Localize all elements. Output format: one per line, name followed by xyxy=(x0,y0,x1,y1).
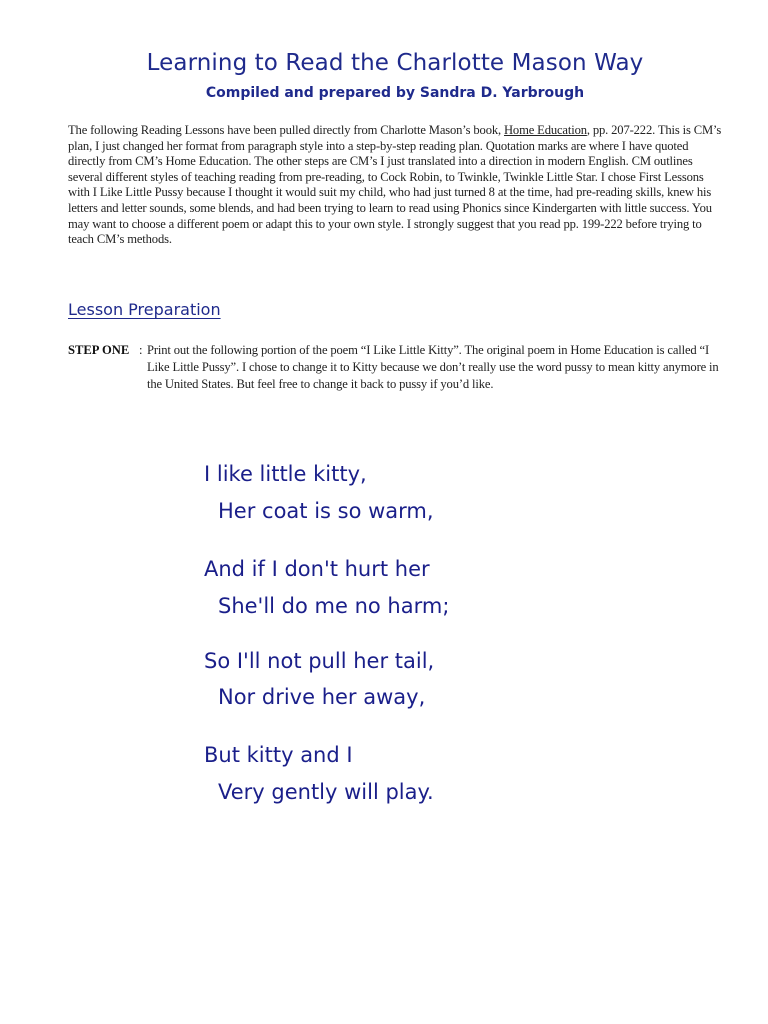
poem-line: And if I don't hurt her xyxy=(204,557,430,581)
poem-line: I like little kitty, xyxy=(204,462,367,486)
book-title: Home Education xyxy=(503,123,587,137)
page-title: Learning to Read the Charlotte Mason Way xyxy=(146,50,644,76)
poem-line: Her coat is so warm, xyxy=(218,499,434,523)
poem-line: Nor drive her away, xyxy=(218,685,426,709)
step-one-colon: : xyxy=(139,343,143,357)
step-one-label: STEP ONE xyxy=(68,343,130,357)
page-subtitle: Compiled and prepared by Sandra D. Yarbrough xyxy=(205,85,585,101)
intro-paragraph xyxy=(68,123,723,248)
poem-line: Very gently will play. xyxy=(218,780,434,804)
intro-text-start: The following Reading Lessons have been pulled directly from Charlotte Mason’s book, xyxy=(68,123,504,137)
poem-line: But kitty and I xyxy=(204,743,353,767)
poem-line: She'll do me no harm; xyxy=(218,594,450,618)
intro-text-end: , pp. 207-222. This is CM’s plan, I just changed her format from paragraph style into a step-by-step reading plan. Quotation marks are where I have quoted directly from CM’s Home Education. The other steps are CM’s I just translated into a direction in modern English. CM outlines several different styles of teaching reading from pre-reading, to Cock Robin, to Twinkle, Twinkle Little Star. I chose First Lessons with I Like Little Pussy because I thought it would suit my child, who had just turned 8 at the time, had pre-reading skills, knew his letters and letter sounds, some blends, and had been trying to learn to read using Phonics since Kindergarten with little success. You may want to choose a different poem or adapt this to your own style. I strongly suggest that you read pp. 199-222 before trying to teach CM’s methods. xyxy=(68,123,722,247)
step-one-text: Print out the following portion of the poem “I Like Little Kitty”. The original poem in Home Education is called “I Like Little Pussy”. I chose to change it to Kitty because we don’t really use the word pussy to mean kitty anymore in the United States. But feel free to change it back to pussy if you’d like. xyxy=(147,343,719,391)
section-heading: Lesson Preparation xyxy=(68,300,221,319)
poem-line: So I'll not pull her tail, xyxy=(204,649,435,673)
